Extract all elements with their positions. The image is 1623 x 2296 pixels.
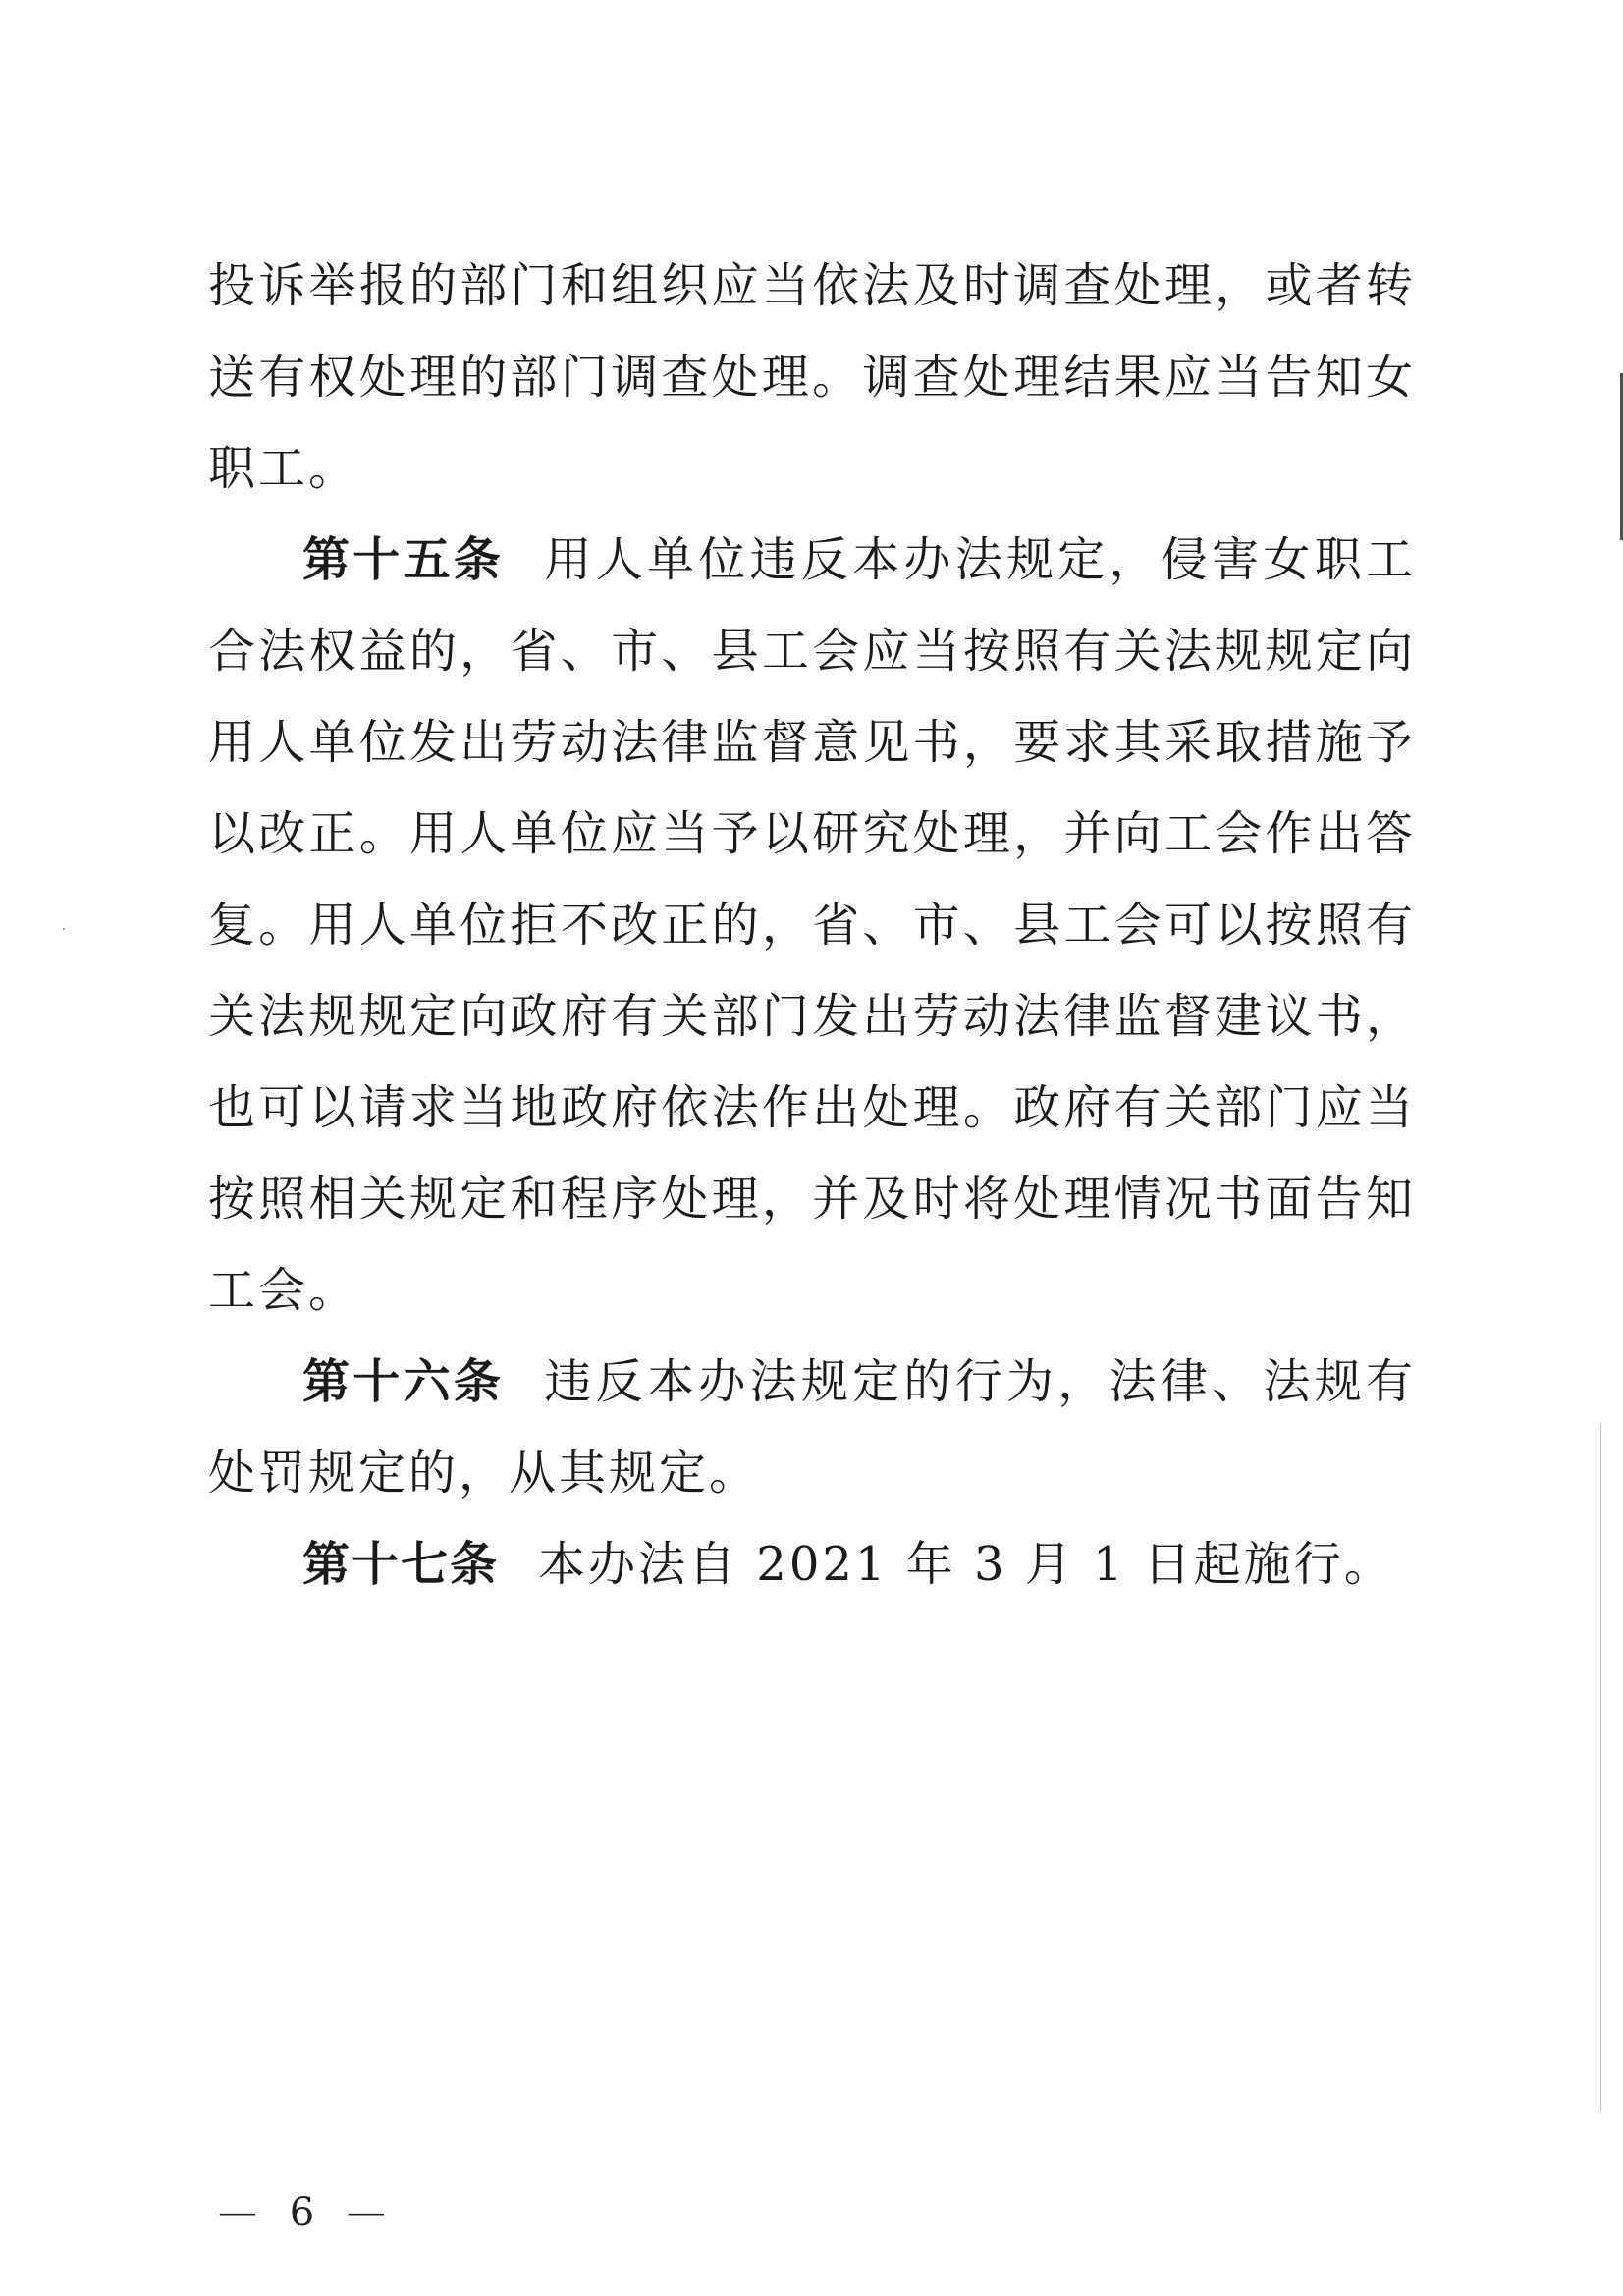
document-body [208, 241, 1416, 1611]
article-text: 用人单位违反本办法规定，侵害女职工合法权益的，省、市、县工会应当按照有关法规规定向用人单位发出劳动法律监督意见书，要求其采取措施予以改正。用人单位应当予以研究处理，并向工会作出答复。用人单位拒不改正的，省、市、县工会可以按照有关法规规定向政府有关部门发出劳动法律监督建议书，也可以请求当地政府依法作出处理。政府有关部门应当按照相关规定和程序处理，并及时将处理情况书面告知工会。 [208, 532, 1416, 1318]
article-16 [208, 1337, 1416, 1519]
page-number: — 6 — [218, 2190, 396, 2235]
article-heading: 第十七条 [302, 1537, 500, 1592]
article-15 [208, 515, 1416, 1337]
article-heading: 第十五条 [302, 532, 505, 587]
paragraph-continuation [208, 241, 1416, 515]
article-heading: 第十六条 [302, 1354, 505, 1409]
scan-edge-line [1600, 1424, 1601, 2111]
article-text: 本办法自 2021 年 3 月 1 日起施行。 [538, 1537, 1394, 1592]
article-17 [208, 1519, 1416, 1611]
paragraph-text: 投诉举报的部门和组织应当依法及时调查处理，或者转送有权处理的部门调查处理。调查处理结果应当告知女职工。 [208, 258, 1416, 496]
scan-speck [63, 928, 65, 930]
article-text: 违反本办法规定的行为，法律、法规有处罚规定的，从其规定。 [208, 1354, 1416, 1501]
